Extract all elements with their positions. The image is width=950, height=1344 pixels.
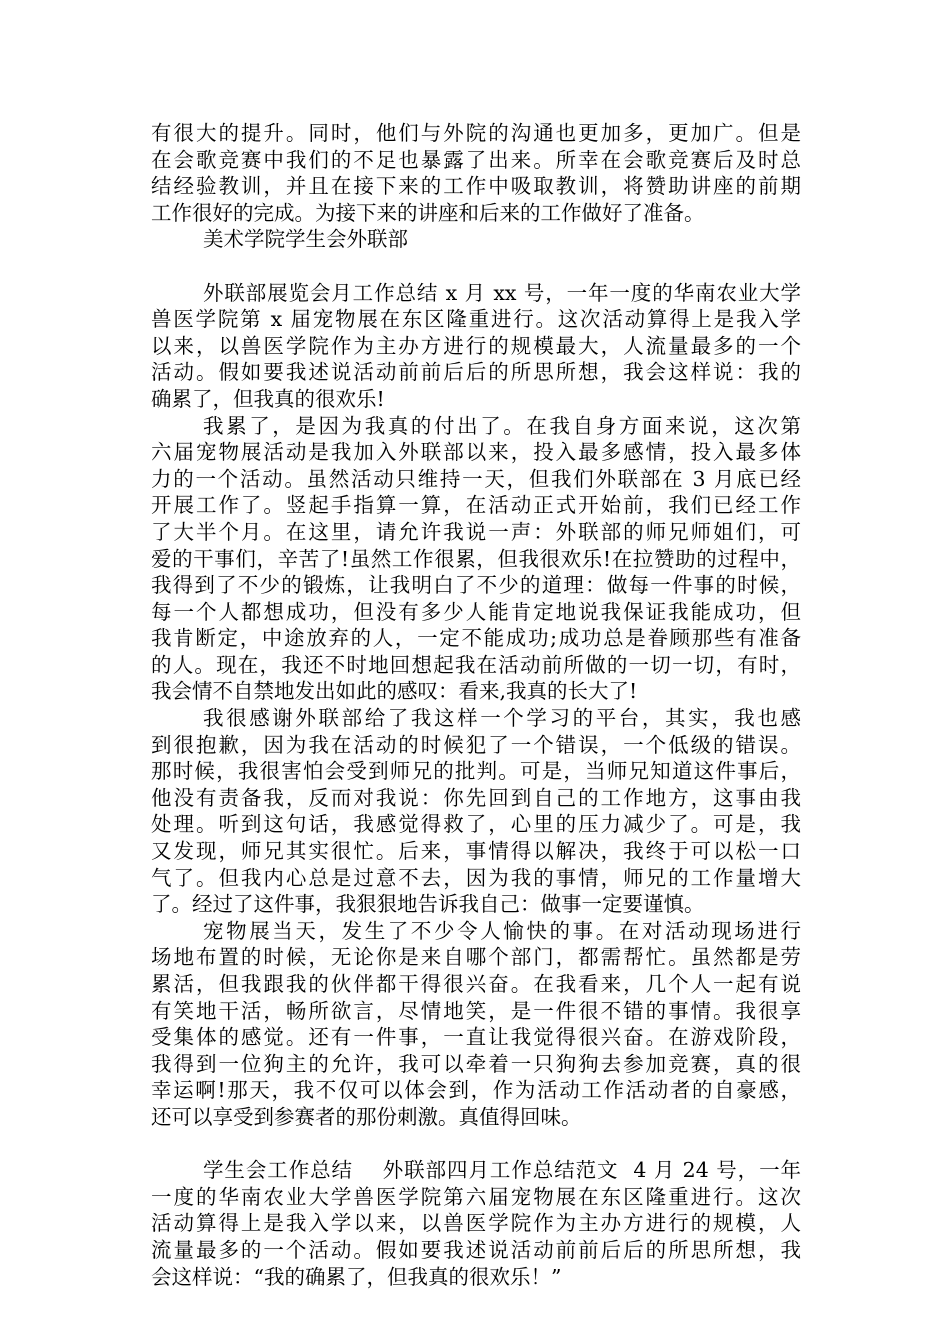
text-line: 了大半个月。在这里，请允许我说一声：外联部的师兄师姐们，可 (151, 519, 801, 544)
text-line: 到很抱歉，因为我在活动的时候犯了一个错误，一个低级的错误。 (151, 732, 801, 757)
text-line: 流量最多的一个活动。假如要我述说活动前前后后的所思所想，我 (151, 1237, 801, 1262)
paragraph-april-summary (151, 1157, 801, 1290)
text-line: 我累了，是因为我真的付出了。在我自身方面来说，这次第 (203, 413, 801, 438)
text-line: 有很大的提升。同时，他们与外院的沟通也更加多，更加广。但是 (151, 121, 801, 145)
text-line: 场地布置的时候，无论你是来自哪个部门，都需帮忙。虽然都是劳 (151, 945, 801, 970)
paragraph-event-day (151, 918, 801, 1131)
paragraph-effort (151, 413, 801, 706)
text-line: 累活，但我跟我的伙伴都干得很兴奋。在我看来，几个人一起有说 (151, 972, 801, 996)
text-line: 我肯断定，中途放弃的人，一定不能成功;成功总是眷顾那些有准备 (151, 626, 801, 651)
paragraph-exhibition-intro (151, 280, 801, 413)
signature: 美术学院学生会外联部 (203, 227, 408, 252)
text-line: 会这样说：“我的确累了，但我真的很欢乐！” (151, 1264, 562, 1289)
text-line: 确累了，但我真的很欢乐! (151, 386, 385, 411)
text-line: 我得到一位狗主的允许，我可以牵着一只狗狗去参加竞赛，真的很 (151, 1051, 801, 1076)
text-line: 兽医学院第 x 届宠物展在东区隆重进行。这次活动算得上是我入学 (151, 307, 801, 332)
text-line: 宠物展当天，发生了不少令人愉快的事。在对活动现场进行 (203, 918, 801, 943)
text-line: 幸运啊!那天，我不仅可以体会到，作为活动工作活动者的自豪感， (151, 1078, 801, 1103)
text-line: 开展工作了。竖起手指算一算，在活动正式开始前，我们已经工作 (151, 493, 801, 518)
text-line: 又发现，师兄其实很忙。后来，事情得以解决，我终于可以松一口 (151, 839, 801, 864)
text-line: 在会歌竞赛中我们的不足也暴露了出来。所幸在会歌竞赛后及时总 (151, 147, 801, 172)
text-line: 力的一个活动。虽然活动只维持一天，但我们外联部在 3 月底已经 (151, 466, 801, 491)
text-line: 处理。听到这句话，我感觉得救了，心里的压力减少了。可是，我 (151, 812, 801, 837)
text-line: 我会情不自禁地发出如此的感叹：看来,我真的长大了! (151, 679, 638, 704)
document-body (151, 120, 801, 1290)
text-line: 还可以享受到参赛者的那份刺激。真值得回味。 (151, 1104, 582, 1129)
text-line: 结经验教训，并且在接下来的工作中吸取教训，将赞助讲座的前期 (151, 174, 801, 199)
paragraph-outreach-summary (151, 120, 801, 226)
text-line: 六届宠物展活动是我加入外联部以来，投入最多感情，投入最多体 (151, 440, 801, 465)
text-line: 了。经过了这件事，我狠狠地告诉我自己：做事一定要谨慎。 (151, 892, 705, 917)
text-line: 每一个人都想成功，但没有多少人能肯定地说我保证我能成功，但 (151, 599, 801, 624)
text-line: 他没有责备我，反而对我说：你先回到自己的工作地方，这事由我 (151, 785, 801, 810)
text-line: 爱的干事们，辛苦了!虽然工作很累，但我很欢乐!在拉赞助的过程中， (151, 546, 801, 571)
text-line: 活动。假如要我述说活动前前后后的所思所想，我会这样说：我的 (151, 360, 801, 385)
text-line: 外联部展览会月工作总结 x 月 xx 号，一年一度的华南农业大学 (203, 280, 801, 305)
text-line: 气了。但我内心总是过意不去，因为我的事情，师兄的工作量增大 (151, 865, 801, 890)
text-line: 学生会工作总结 外联部四月工作总结范文 4 月 24 号，一年 (203, 1158, 801, 1183)
text-line: 受集体的感觉。还有一件事，一直让我觉得很兴奋。在游戏阶段， (151, 1025, 801, 1050)
text-line: 我得到了不少的锻炼，让我明白了不少的道理：做每一件事的时候， (151, 573, 801, 598)
text-line: 有笑地干活，畅所欲言，尽情地笑，是一件很不错的事情。我很享 (151, 998, 801, 1023)
blank-line (151, 253, 801, 280)
blank-line (151, 1131, 801, 1158)
text-line: 一度的华南农业大学兽医学院第六届宠物展在东区隆重进行。这次 (151, 1184, 801, 1209)
text-line: 那时候，我很害怕会受到师兄的批判。可是，当师兄知道这件事后， (151, 759, 801, 784)
text-line: 我很感谢外联部给了我这样一个学习的平台，其实，我也感 (203, 706, 801, 731)
text-line: 工作很好的完成。为接下来的讲座和后来的工作做好了准备。 (151, 200, 705, 225)
text-line: 的人。现在，我还不时地回想起我在活动前所做的一切一切，有时， (151, 652, 801, 677)
text-line: 以来，以兽医学院作为主办方进行的规模最大，人流量最多的一个 (151, 333, 801, 358)
paragraph-gratitude (151, 705, 801, 918)
text-line: 活动算得上是我入学以来，以兽医学院作为主办方进行的规模，人 (151, 1211, 801, 1236)
